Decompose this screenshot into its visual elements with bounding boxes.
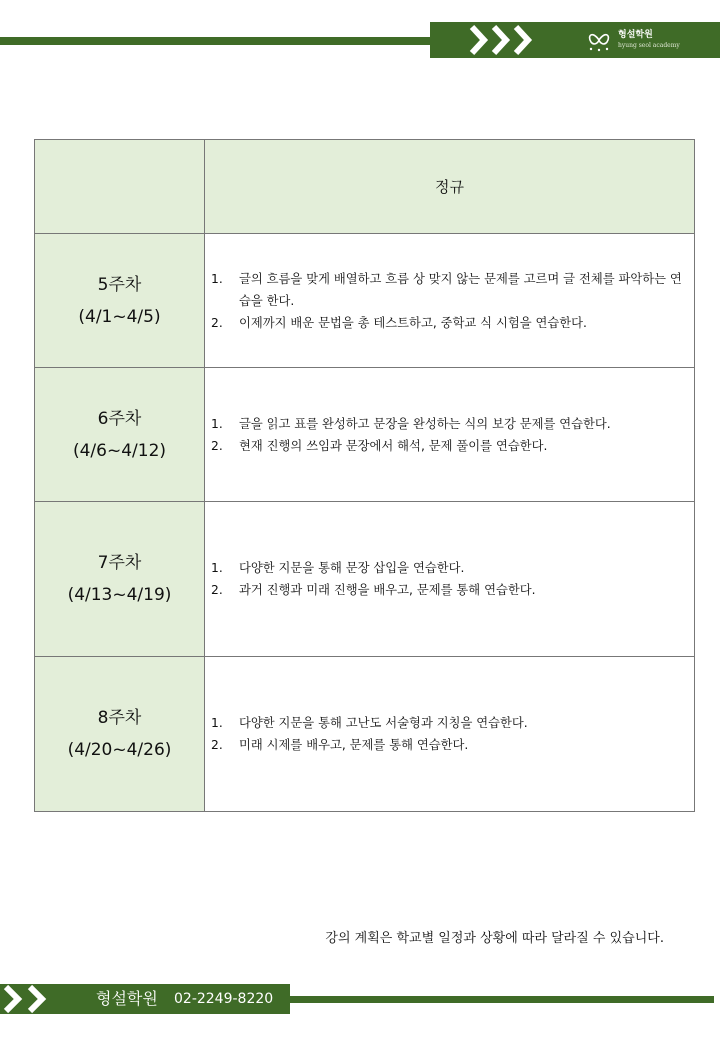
table-row bbox=[35, 502, 695, 657]
logo-korean-name: 형설학원 bbox=[618, 30, 653, 40]
week-cell bbox=[35, 368, 205, 502]
table-row bbox=[35, 234, 695, 368]
list-item bbox=[211, 312, 684, 334]
item-number: 2. bbox=[211, 315, 223, 330]
item-number: 1. bbox=[211, 561, 223, 575]
item-number: 2. bbox=[211, 583, 223, 597]
week-content bbox=[205, 657, 695, 812]
list-item bbox=[211, 712, 684, 734]
week-dates: (4/13~4/19) bbox=[67, 585, 172, 605]
footer-bar-line bbox=[288, 996, 714, 1003]
logo-english-name: hyung seol academy bbox=[618, 42, 680, 49]
item-text: 글을 읽고 표를 완성하고 문장을 완성하는 식의 보강 문제를 연습한다. bbox=[239, 416, 611, 431]
schedule-note: 강의 계획은 학교별 일정과 상황에 따라 달라질 수 있습니다. bbox=[325, 931, 664, 946]
footer-academy-name: 형설학원 bbox=[96, 989, 158, 1008]
week-label: 7주차 bbox=[97, 553, 142, 573]
week-content bbox=[205, 368, 695, 502]
week-cell bbox=[35, 657, 205, 812]
week-content bbox=[205, 234, 695, 368]
header-bar-line bbox=[0, 37, 440, 45]
week-dates: (4/20~4/26) bbox=[67, 740, 172, 760]
list-item bbox=[211, 268, 684, 312]
week-label: 8주차 bbox=[97, 708, 142, 728]
item-number: 2. bbox=[211, 738, 223, 752]
week-content bbox=[205, 502, 695, 657]
list-item bbox=[211, 557, 684, 579]
week-cell bbox=[35, 502, 205, 657]
list-item bbox=[211, 435, 684, 457]
footer-chevrons-icon bbox=[0, 984, 70, 1014]
week-dates: (4/6~4/12) bbox=[72, 440, 167, 461]
table-header-row bbox=[35, 140, 695, 234]
week-dates: (4/1~4/5) bbox=[78, 306, 161, 327]
list-item bbox=[211, 579, 684, 601]
footer-phone-number: 02-2249-8220 bbox=[174, 991, 274, 1007]
week-cell bbox=[35, 234, 205, 368]
item-text: 다양한 지문을 통해 고난도 서술형과 지칭을 연습한다. bbox=[239, 716, 528, 730]
academy-logo-icon bbox=[586, 28, 612, 52]
item-text: 과거 진행과 미래 진행을 배우고, 문제를 통해 연습한다. bbox=[239, 583, 536, 597]
table-header-regular: 정규 bbox=[205, 140, 695, 234]
header-chevrons-icon bbox=[468, 22, 558, 58]
item-text: 글의 흐름을 맞게 배열하고 흐름 상 맞지 않는 문제를 고르며 글 전체를 파악하는 연습을 한다. bbox=[239, 271, 682, 308]
list-item bbox=[211, 734, 684, 756]
item-number: 1. bbox=[211, 716, 223, 730]
curriculum-table bbox=[34, 139, 695, 812]
item-text: 미래 시제를 배우고, 문제를 통해 연습한다. bbox=[239, 738, 469, 752]
item-text: 이제까지 배운 문법을 총 테스트하고, 중학교 식 시험을 연습한다. bbox=[239, 315, 587, 330]
table-header-empty-cell bbox=[35, 140, 205, 234]
item-number: 2. bbox=[211, 438, 223, 453]
item-number: 1. bbox=[211, 271, 223, 286]
item-text: 다양한 지문을 통해 문장 삽입을 연습한다. bbox=[239, 561, 465, 575]
item-text: 현재 진행의 쓰임과 문장에서 해석, 문제 풀이를 연습한다. bbox=[239, 438, 548, 453]
list-item bbox=[211, 413, 684, 435]
header-logo bbox=[586, 26, 680, 54]
table-row bbox=[35, 657, 695, 812]
week-label: 5주차 bbox=[97, 274, 142, 295]
table-row bbox=[35, 368, 695, 502]
week-label: 6주차 bbox=[97, 408, 142, 429]
item-number: 1. bbox=[211, 416, 223, 431]
